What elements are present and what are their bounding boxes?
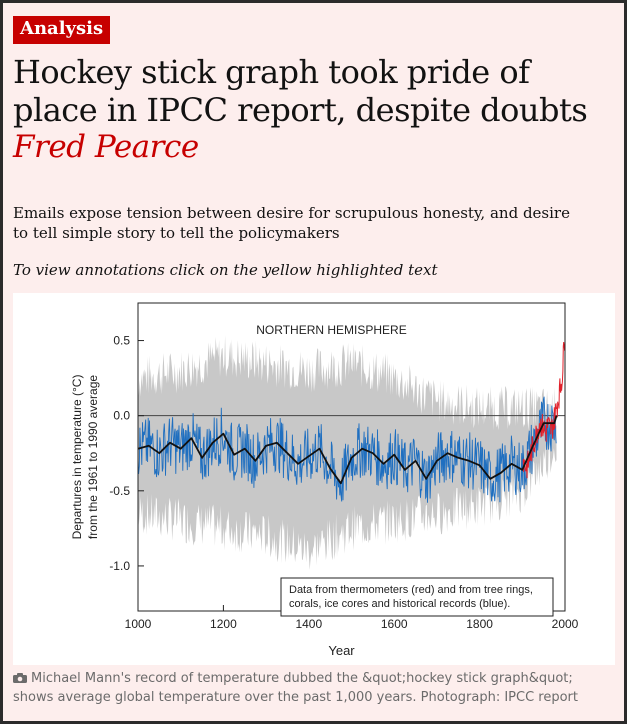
byline-author-link[interactable]: Fred Pearce	[13, 129, 199, 165]
x-axis-label: Year	[328, 643, 355, 658]
camera-icon	[13, 673, 27, 683]
x-tick-label: 1600	[380, 617, 408, 631]
hockey-stick-chart	[13, 293, 615, 665]
figure-caption	[13, 669, 613, 707]
y-axis-label-line: from the 1961 to 1990 average	[86, 374, 100, 540]
caption-text: Michael Mann's record of temperature dubbed the &quot;hockey stick graph&quot; shows average global temperature over the past 1,000 years. Photograph: IPCC report	[13, 671, 578, 705]
x-tick-label: 2000	[551, 617, 579, 631]
hockey-stick-figure	[13, 293, 615, 665]
x-tick-label: 1800	[466, 617, 493, 631]
kicker-label[interactable]: Analysis	[13, 16, 110, 44]
headline: Hockey stick graph took pride of place in IPCC report, despite doubts	[13, 53, 588, 129]
y-tick-label: -0.5	[109, 483, 130, 498]
legend-text-line: corals, ice cores and historical records (blue).	[289, 598, 511, 610]
x-tick-label: 1400	[295, 617, 323, 631]
y-axis-label-line: Departures in temperature (°C)	[70, 374, 84, 540]
y-tick-label: -1.0	[109, 558, 130, 573]
legend-text-line: Data from thermometers (red) and from tree rings,	[289, 584, 533, 596]
article-header	[3, 3, 624, 293]
y-tick-label: 0.0	[113, 408, 130, 423]
x-tick-label: 1000	[124, 617, 152, 631]
chart-title: NORTHERN HEMISPHERE	[256, 323, 407, 337]
x-tick-label: 1200	[210, 617, 237, 631]
y-tick-label: 0.5	[113, 333, 130, 348]
standfirst: Emails expose tension between desire for scrupulous honesty, and desire to tell simple story to tell the policymakers	[13, 204, 570, 242]
annotation-note: To view annotations click on the yellow highlighted text	[13, 261, 438, 279]
